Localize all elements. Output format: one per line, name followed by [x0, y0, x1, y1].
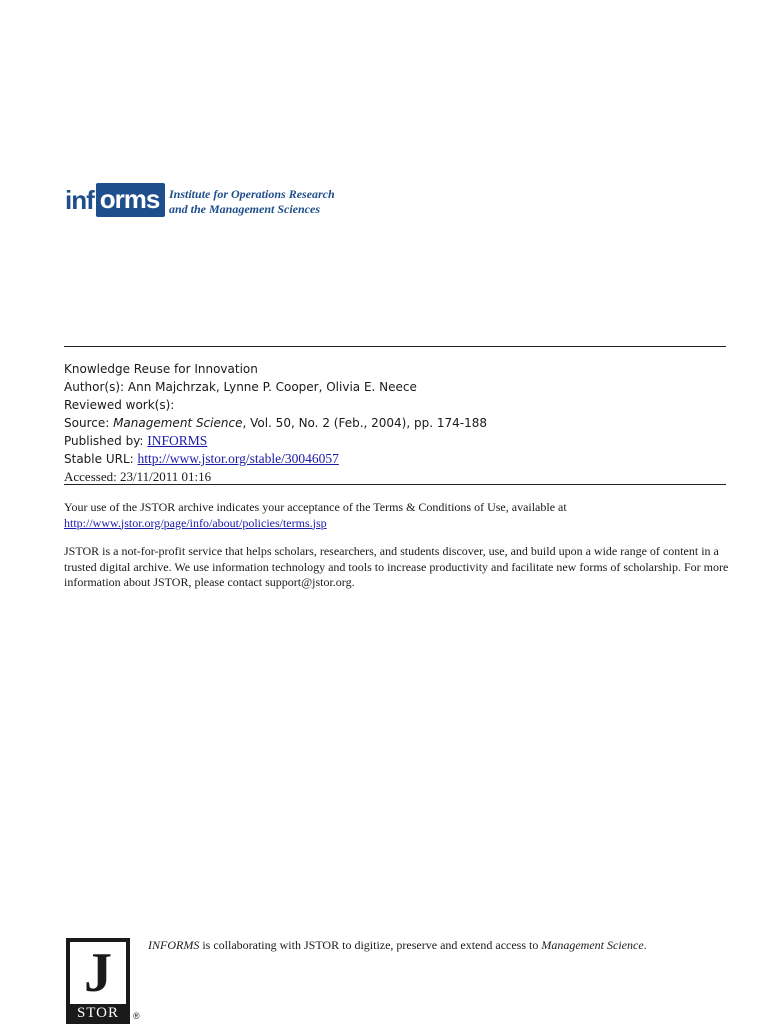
terms-paragraph — [64, 500, 734, 531]
jstor-logo — [66, 938, 130, 1024]
informs-name-line1: Institute for Operations Research — [169, 187, 335, 201]
authors-line — [64, 378, 487, 396]
informs-full-name — [169, 187, 335, 217]
source-details: , Vol. 50, No. 2 (Feb., 2004), pp. 174-188 — [242, 416, 487, 430]
terms-text: Your use of the JSTOR archive indicates your acceptance of the Terms & Conditions of Use, available at — [64, 500, 567, 514]
jstor-j-letter: J — [84, 942, 112, 1004]
wordmark-in: inf — [65, 184, 94, 215]
registered-mark: ® — [160, 212, 166, 219]
top-divider — [64, 346, 726, 347]
wordmark-orms: orms — [96, 183, 166, 217]
authors: Ann Majchrzak, Lynne P. Cooper, Olivia E. Neece — [127, 380, 417, 394]
stable-url-link[interactable]: http://www.jstor.org/stable/30046057 — [137, 451, 339, 466]
collab-journal: Management Science — [541, 938, 644, 952]
collaboration-statement — [148, 938, 647, 953]
informs-name-line2: and the Management Sciences — [169, 202, 321, 216]
jstor-emblem — [70, 942, 126, 1004]
accessed-label: Accessed: — [64, 469, 120, 484]
publisher-link[interactable]: INFORMS — [147, 433, 208, 448]
informs-wordmark — [65, 182, 165, 218]
published-line — [64, 432, 487, 450]
published-label: Published by: — [64, 434, 148, 448]
bottom-divider — [64, 484, 726, 485]
stable-url-label: Stable URL: — [64, 452, 138, 466]
terms-link[interactable]: http://www.jstor.org/page/info/about/policies/terms.jsp — [64, 515, 327, 530]
collab-text: is collaborating with JSTOR to digitize, preserve and extend access to — [199, 938, 542, 952]
terms-notice — [64, 500, 734, 591]
informs-logo — [65, 182, 365, 222]
reviewed-works: Reviewed work(s): — [64, 398, 175, 412]
authors-label: Author(s): — [64, 380, 128, 394]
collab-end: . — [643, 938, 647, 952]
source-label: Source: — [64, 416, 114, 430]
article-metadata — [64, 360, 487, 486]
jstor-wordmark: STOR — [76, 1005, 120, 1021]
article-title: Knowledge Reuse for Innovation — [64, 362, 258, 376]
accessed-date: 23/11/2011 01:16 — [119, 469, 212, 484]
jstor-about-paragraph: JSTOR is a not-for-profit service that helps scholars, researchers, and students discover, use, and build upon a wide range of content in a trusted digital archive. We use information technology and tools to increase productivity and facilitate new forms of scholarship. For more information about JSTOR, please contact support@jstor.org. — [64, 544, 729, 589]
jstor-registered-mark: ® — [133, 1011, 140, 1021]
journal-name: Management Science — [113, 416, 243, 430]
source-line — [64, 414, 487, 432]
stable-url-line — [64, 450, 487, 468]
collab-org: INFORMS — [148, 938, 200, 952]
